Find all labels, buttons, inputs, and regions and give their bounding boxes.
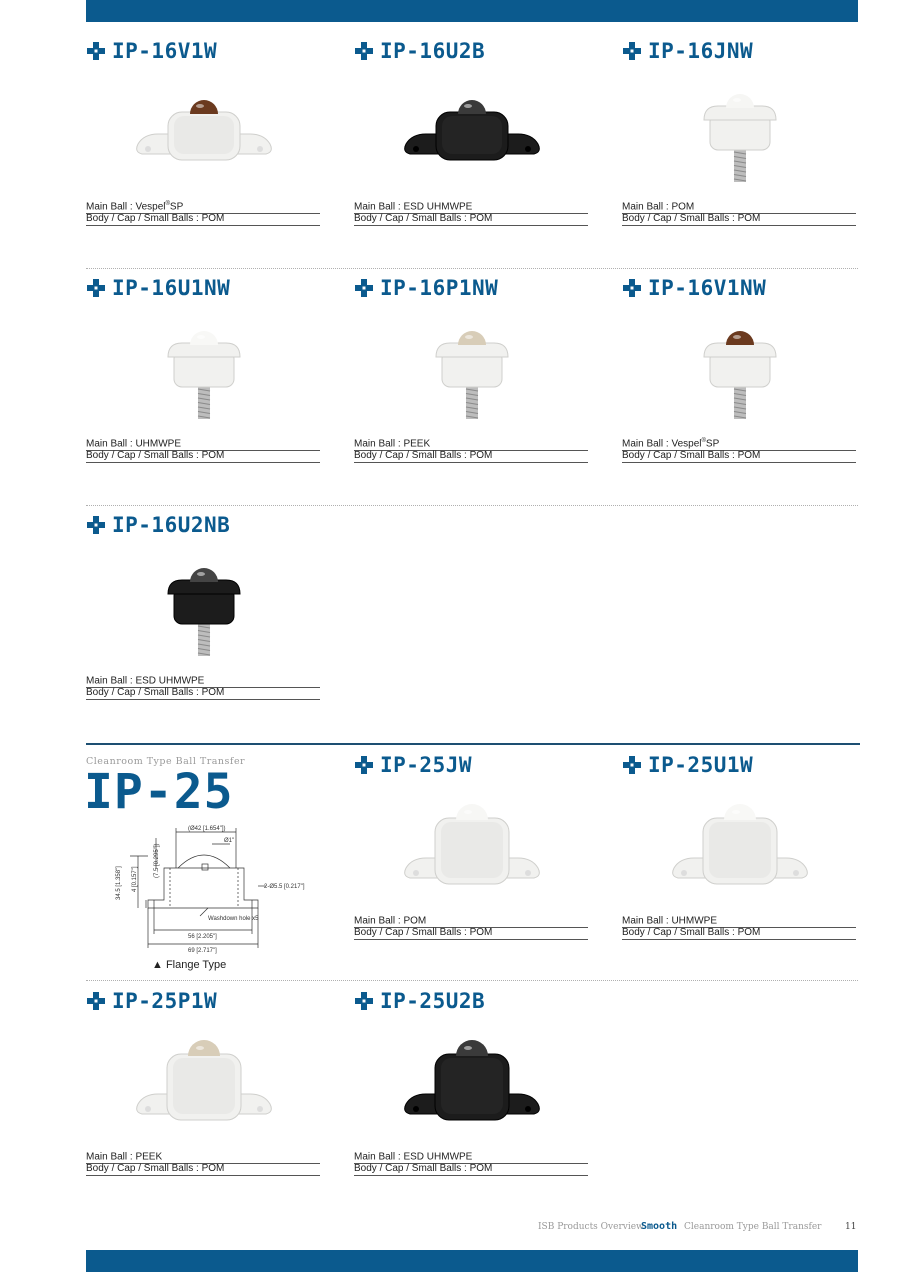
cross-bullet-icon [86, 991, 106, 1011]
product-title [622, 275, 766, 301]
product-photo [622, 313, 858, 437]
product-photo [354, 1026, 590, 1150]
cross-bullet-icon [86, 515, 106, 535]
product-name: IP-16V1NW [648, 276, 767, 300]
cross-bullet-icon [622, 278, 642, 298]
spec-main-ball-suffix: SP [705, 438, 720, 450]
product-title [86, 512, 230, 538]
spec-main-ball-text: Main Ball : POM [622, 201, 695, 213]
product-photo [354, 790, 590, 914]
product-title [86, 275, 230, 301]
spec-main-ball-suffix: SP [169, 201, 184, 213]
product-title [354, 988, 485, 1014]
section-title: IP-25 [84, 764, 234, 820]
product-title [354, 275, 498, 301]
cross-bullet-icon [354, 991, 374, 1011]
registered-mark: ® [165, 201, 170, 207]
dim-washdown-label: Washdown hole x5 [208, 916, 259, 922]
cross-bullet-icon [354, 755, 374, 775]
divider [86, 505, 858, 506]
product-title [86, 38, 217, 64]
product-name: IP-16U1NW [112, 276, 231, 300]
footer-right-text: Cleanroom Type Ball Transfer [684, 1222, 822, 1232]
spec-body: Body / Cap / Small Balls : POM [354, 212, 588, 226]
product-photo [86, 313, 322, 437]
section-subtitle: Cleanroom Type Ball Transfer [86, 756, 246, 767]
spec-body: Body / Cap / Small Balls : POM [86, 686, 320, 700]
spec-main-ball-text: Main Ball : ESD UHMWPE [86, 675, 205, 687]
product-photo [622, 76, 858, 200]
spec-body: Body / Cap / Small Balls : POM [354, 926, 588, 940]
product-photo [86, 76, 322, 200]
spec-main-ball-text: Main Ball : PEEK [354, 438, 431, 450]
dim-h1-label: (7.5 [0.295"]) [154, 843, 160, 878]
spec-main-ball-text: Main Ball : ESD UHMWPE [354, 201, 473, 213]
product-name: IP-16U2NB [112, 513, 231, 537]
dim-holes-label: 2-Ø5.5 [0.217"] [264, 884, 305, 890]
spec-body: Body / Cap / Small Balls : POM [622, 449, 856, 463]
product-title [86, 988, 217, 1014]
spec-body: Body / Cap / Small Balls : POM [86, 1162, 320, 1176]
spec-main-ball-text: Main Ball : Vespel [622, 438, 702, 450]
footer-accent-text: Smooth [641, 1221, 678, 1232]
spec-body: Body / Cap / Small Balls : POM [354, 1162, 588, 1176]
spec-main-ball-text: Main Ball : POM [354, 915, 427, 927]
product-photo [622, 790, 858, 914]
registered-mark: ® [701, 438, 706, 444]
drawing-ball [178, 855, 230, 868]
product-title [354, 38, 485, 64]
spec-body: Body / Cap / Small Balls : POM [622, 926, 856, 940]
page-number: 11 [845, 1222, 857, 1232]
cross-bullet-icon [622, 41, 642, 61]
dim-ball-label: Ø1" [224, 838, 235, 844]
product-name: IP-16V1W [112, 39, 218, 63]
spec-body: Body / Cap / Small Balls : POM [86, 449, 320, 463]
dim-total-label: 34.5 [1.358"] [116, 866, 122, 900]
drawing-outline [148, 868, 258, 908]
dim-flange-label: 4 [0.157"] [132, 866, 138, 892]
product-photo [354, 76, 590, 200]
product-title [622, 38, 753, 64]
section-rule [86, 743, 860, 745]
drawing-caption: ▲ Flange Type [152, 959, 227, 971]
product-photo [86, 1026, 322, 1150]
spec-main-ball-text: Main Ball : UHMWPE [86, 438, 182, 450]
spec-main-ball-text: Main Ball : PEEK [86, 1151, 163, 1163]
product-photo [354, 313, 590, 437]
dimension-drawing [108, 820, 314, 960]
bottom-color-bar [86, 1250, 858, 1272]
drawing-center [202, 864, 208, 870]
cross-bullet-icon [622, 755, 642, 775]
product-title [354, 752, 472, 778]
product-photo [86, 550, 322, 674]
spec-main-ball-text: Main Ball : ESD UHMWPE [354, 1151, 473, 1163]
dim-width-label: 69 [2.717"] [188, 948, 217, 954]
cross-bullet-icon [354, 278, 374, 298]
spec-body: Body / Cap / Small Balls : POM [622, 212, 856, 226]
spec-main-ball-text: Main Ball : UHMWPE [622, 915, 718, 927]
product-name: IP-16U2B [380, 39, 486, 63]
cross-bullet-icon [354, 41, 374, 61]
spec-main-ball-text: Main Ball : Vespel [86, 201, 166, 213]
cross-bullet-icon [86, 278, 106, 298]
spec-body: Body / Cap / Small Balls : POM [354, 449, 588, 463]
dim-pitch-label: 56 [2.205"] [188, 934, 217, 940]
divider [86, 268, 858, 269]
product-title [622, 752, 753, 778]
cross-bullet-icon [86, 41, 106, 61]
spec-body: Body / Cap / Small Balls : POM [86, 212, 320, 226]
dim-top-label: (Ø42 [1.654"]) [188, 826, 226, 832]
product-name: IP-25U1W [648, 753, 754, 777]
product-name: IP-16P1NW [380, 276, 499, 300]
product-name: IP-25U2B [380, 989, 486, 1013]
product-name: IP-16JNW [648, 39, 754, 63]
product-name: IP-25P1W [112, 989, 218, 1013]
footer-left-text: ISB Products Overview [538, 1222, 644, 1232]
divider [86, 980, 858, 981]
product-name: IP-25JW [380, 753, 473, 777]
top-color-bar [86, 0, 858, 22]
